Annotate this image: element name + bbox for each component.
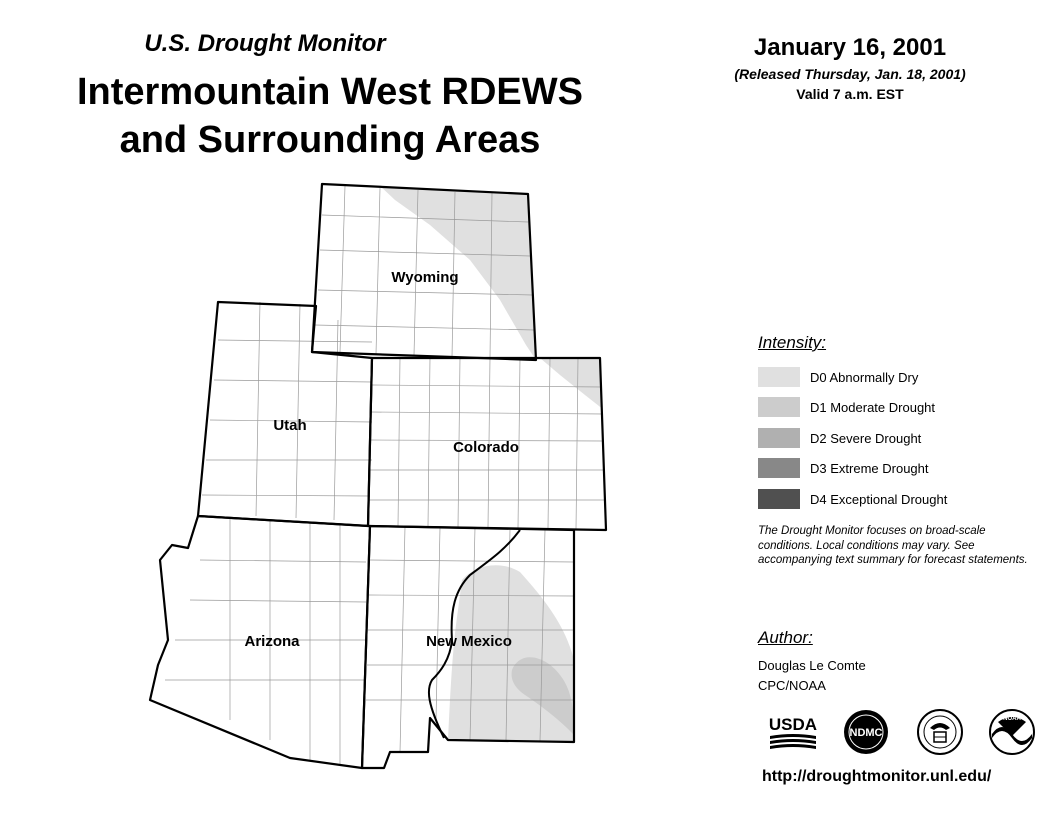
legend-swatch-d2 [758,428,800,448]
author-name: Douglas Le Comte [758,658,866,673]
legend-swatch-d1 [758,397,800,417]
label-colorado: Colorado [453,439,519,456]
release-date: (Released Thursday, Jan. 18, 2001) [734,66,966,82]
legend-label-d2: D2 Severe Drought [810,430,922,446]
author-org: CPC/NOAA [758,678,826,693]
noaa-logo [988,708,1036,761]
legend-label-d3: D3 Extreme Drought [810,460,929,476]
legend-item-d0 [758,366,918,388]
state-utah [198,302,372,526]
legend-label-d1: D1 Moderate Drought [810,399,936,415]
ndmc-logo-text: NDMC [849,727,883,739]
legend-item-d4 [758,488,947,510]
usda-logo [766,708,820,757]
author-title: Author: [758,628,813,647]
date-block [700,34,1000,102]
author-block [758,656,866,696]
disclaimer-text: The Drought Monitor focuses on broad-scale conditions. Local conditions may vary. See accompanying text summary for forecast statements. [758,525,1028,566]
commerce-seal-logo [916,708,964,761]
legend-swatch-d0 [758,367,800,387]
legend-item-d2 [758,427,921,449]
usda-logo-text: USDA [768,715,818,734]
label-arizona: Arizona [244,633,300,650]
legend-swatch-d3 [758,458,800,478]
svg-text:NOAA: NOAA [1003,716,1021,722]
map-date: January 16, 2001 [753,34,947,61]
legend-title: Intensity: [758,333,827,352]
ndmc-logo [842,708,890,761]
label-utah: Utah [273,417,307,434]
region-title-line2: and Surrounding Areas [119,119,541,161]
legend-swatch-d4 [758,489,800,509]
monitor-title: U.S. Drought Monitor [144,30,386,57]
legend-label-d0: D0 Abnormally Dry [810,369,919,385]
label-new-mexico: New Mexico [426,633,512,650]
valid-time: Valid 7 a.m. EST [796,86,904,102]
legend-item-d3 [758,457,929,479]
legend-item-d1 [758,396,935,418]
label-wyoming: Wyoming [391,269,459,286]
region-title-line1: Intermountain West RDEWS [77,71,583,113]
legend-label-d4: D4 Exceptional Drought [810,491,948,507]
website-link[interactable]: http://droughtmonitor.unl.edu/ [762,768,992,785]
